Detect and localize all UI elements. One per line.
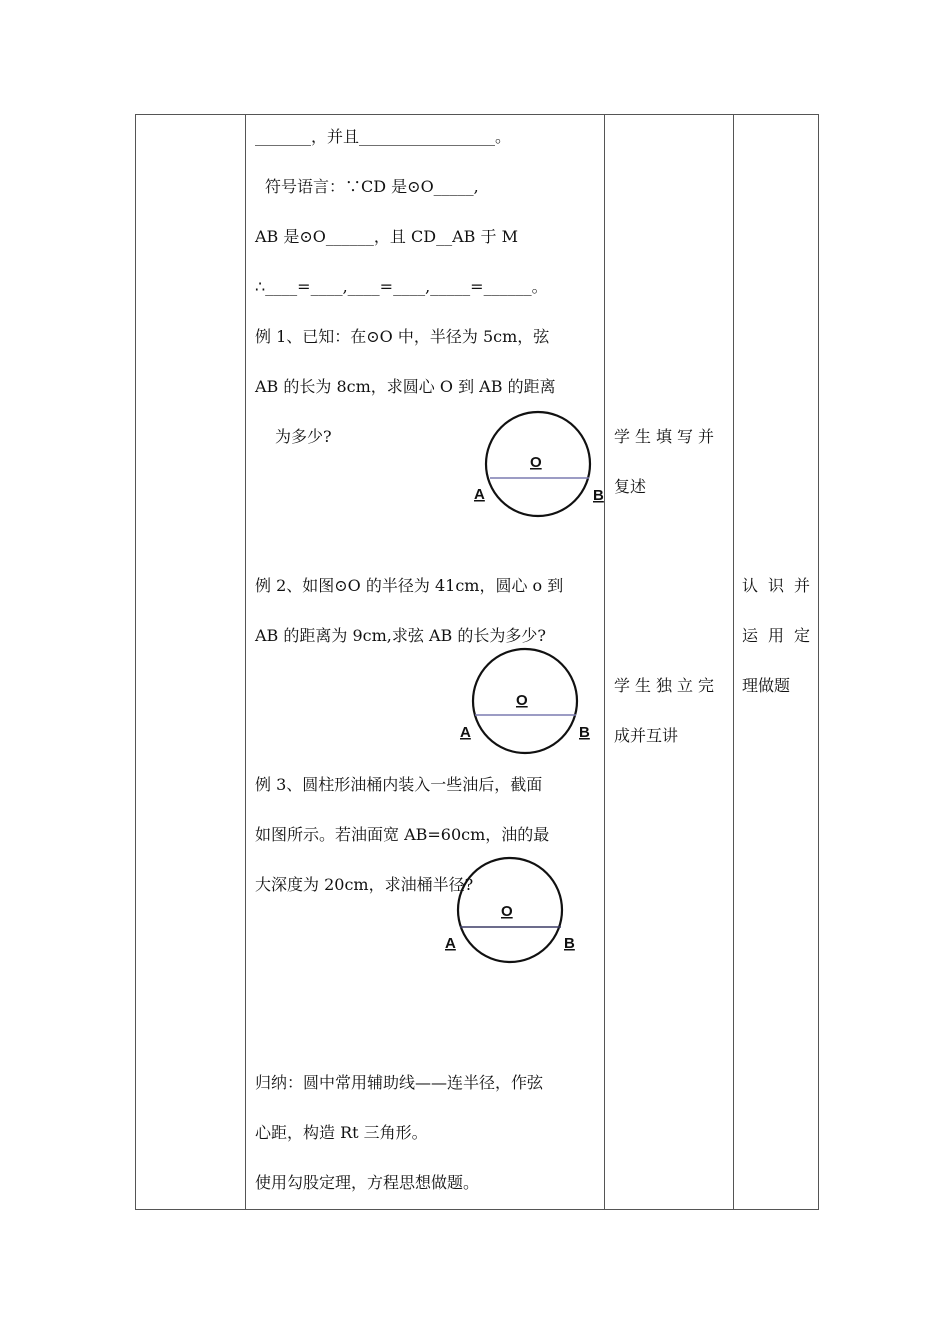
design-intent-text: 认识并 <box>742 576 821 595</box>
point-b-label: B <box>564 935 575 952</box>
column-divider <box>604 114 605 1210</box>
example-2-circle-figure <box>455 649 595 754</box>
example-3-text: 例 3、圆柱形油桶内装入一些油后，截面 <box>255 775 543 794</box>
summary-text: 心距，构造 Rt 三角形。 <box>255 1123 428 1142</box>
example-3-text: 大深度为 20cm，求油桶半径? <box>255 875 474 894</box>
column-divider <box>245 114 246 1210</box>
conclusion-line: ∴____=____,____=____,_____=______。 <box>255 277 548 296</box>
example-3-text: 如图所示。若油面宽 AB=60cm，油的最 <box>255 825 550 844</box>
example-1-circle-figure <box>468 412 608 517</box>
symbol-language-line: 符号语言：∵CD 是⊙O_____, <box>265 177 479 196</box>
summary-text: 使用勾股定理，方程思想做题。 <box>255 1173 480 1192</box>
center-label: O <box>501 903 513 920</box>
fill-blank-line: _______，并且_________________。 <box>255 127 512 146</box>
point-a-label: A <box>445 935 456 952</box>
point-a-label: A <box>460 724 471 741</box>
example-1-text: 例 1、已知：在⊙O 中，半径为 5cm，弦 <box>255 327 550 346</box>
example-1-text: 为多少? <box>275 427 332 446</box>
student-activity-text: 复述 <box>614 477 647 496</box>
example-3-circle-figure <box>440 858 580 963</box>
point-a-label: A <box>474 486 485 503</box>
example-2-text: 例 2、如图⊙O 的半径为 41cm，圆心 o 到 <box>255 576 564 595</box>
student-activity-text: 学生填写并 <box>614 427 720 446</box>
example-1-text: AB 的长为 8cm，求圆心 O 到 AB 的距离 <box>255 377 556 396</box>
design-intent-text: 运用定 <box>742 626 821 645</box>
student-activity-text: 学生独立完 <box>614 676 720 695</box>
symbol-language-line: AB 是⊙O______，且 CD__AB 于 M <box>255 227 518 246</box>
center-label: O <box>516 692 528 709</box>
center-label: O <box>530 454 542 471</box>
point-b-label: B <box>593 487 604 504</box>
point-b-label: B <box>579 724 590 741</box>
student-activity-text: 成并互讲 <box>614 726 679 745</box>
summary-text: 归纳：圆中常用辅助线——连半径，作弦 <box>255 1073 544 1092</box>
column-divider <box>733 114 734 1210</box>
example-2-text: AB 的距离为 9cm,求弦 AB 的长为多少? <box>255 626 546 645</box>
design-intent-text: 理做题 <box>742 676 791 695</box>
